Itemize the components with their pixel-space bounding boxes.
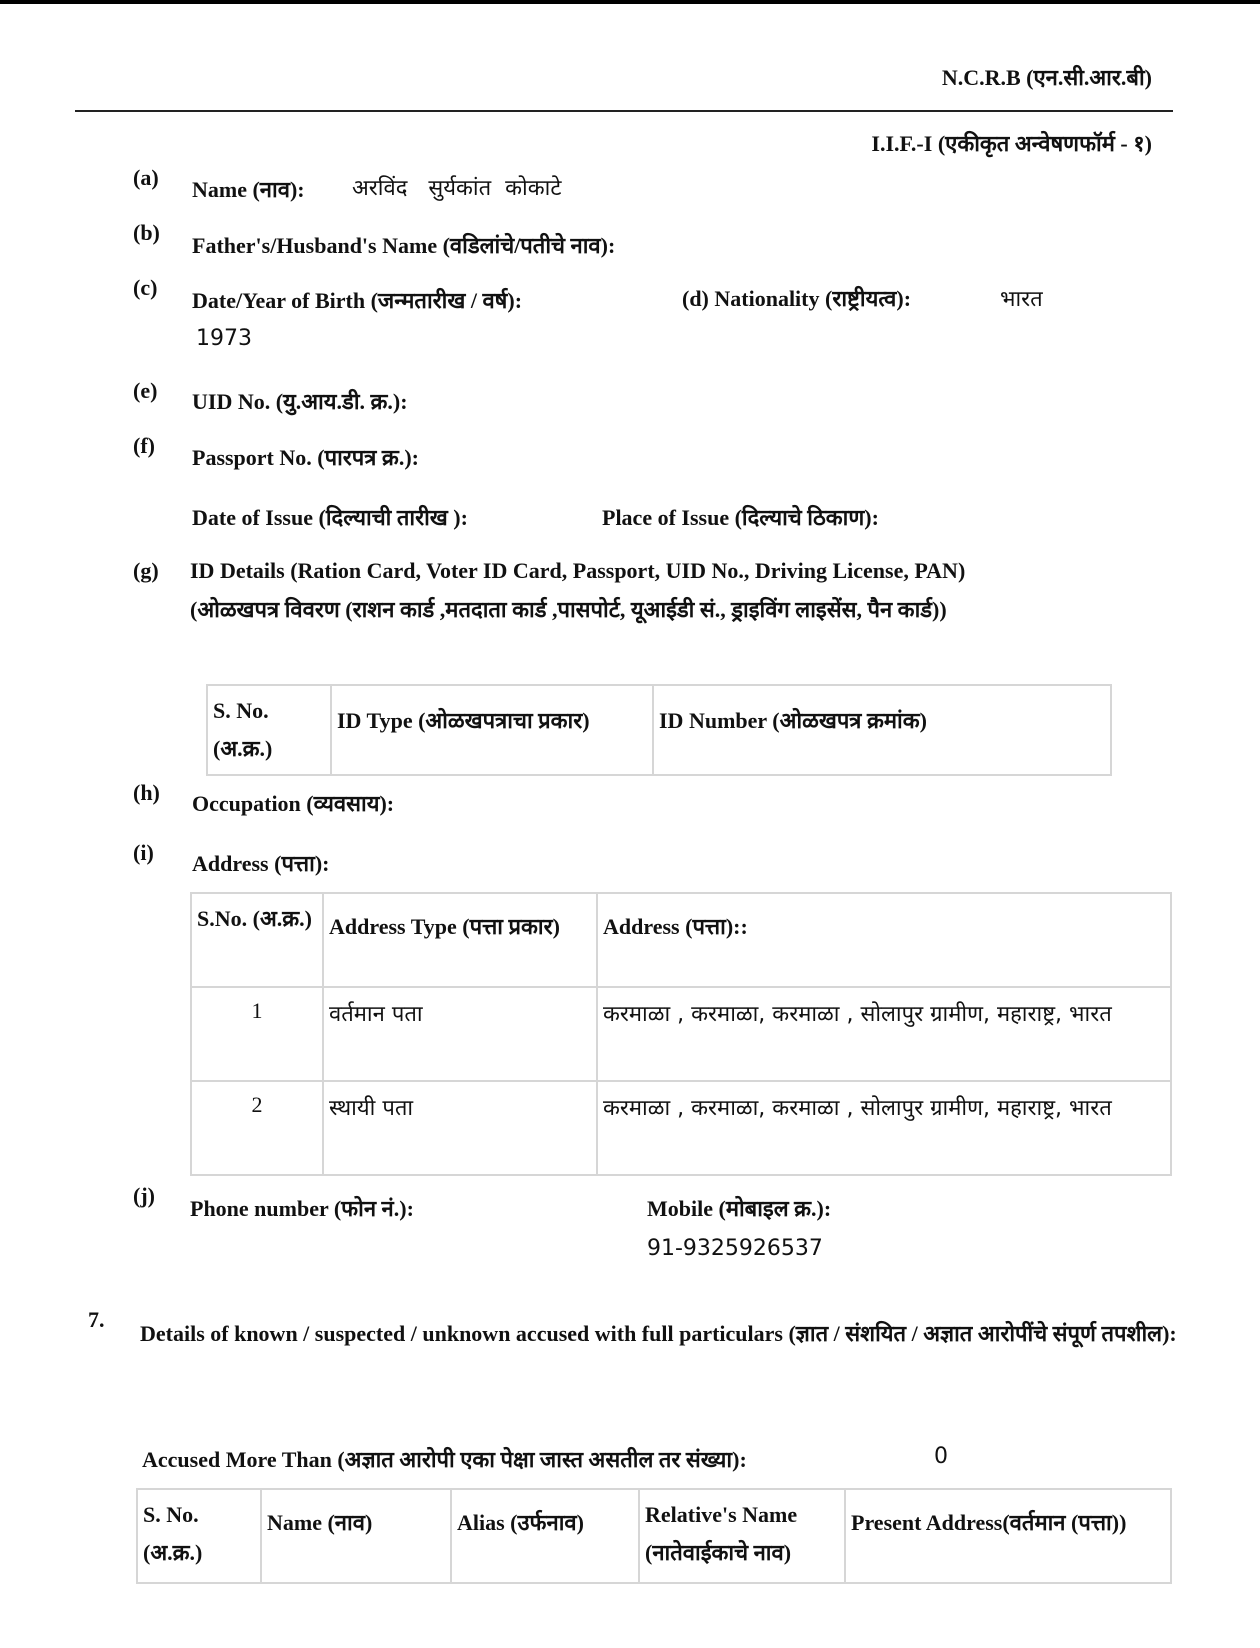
occupation-label: Occupation (व्यवसाय): <box>192 791 395 816</box>
address-row <box>191 987 1171 1081</box>
marker-f: (f) <box>133 433 155 458</box>
marker-b: (b) <box>133 220 160 245</box>
marker-e: (e) <box>133 378 158 403</box>
address-table <box>190 892 1172 1176</box>
marker-i: (i) <box>133 840 154 865</box>
father-name-label: Father's/Husband's Name (वडिलांचे/पतीचे नाव): <box>192 233 616 258</box>
accused-table-header-address: Present Address(वर्तमान (पत्ता)) <box>845 1489 1171 1583</box>
accused-more-label: Accused More Than (अज्ञात आरोपी एका पेक्षा जास्त असतील तर संख्या): <box>142 1447 747 1472</box>
nationality-label: (d) Nationality (राष्ट्रीयत्व): <box>682 286 912 311</box>
address-table-header-type: Address Type (पत्ता प्रकार) <box>323 893 597 987</box>
accused-table-header-sno: S. No. (अ.क्र.) <box>137 1489 261 1583</box>
accused-table-header-name: Name (नाव) <box>261 1489 451 1583</box>
address-table-header-address: Address (पत्ता):: <box>597 893 1171 987</box>
accused-table-header-relative: Relative's Name (नातेवाईकाचे नाव) <box>639 1489 845 1583</box>
passport-label: Passport No. (पारपत्र क्र.): <box>192 445 419 470</box>
uid-label: UID No. (यु.आय.डी. क्र.): <box>192 389 408 414</box>
place-of-issue-label: Place of Issue (दिल्याचे ठिकाण): <box>602 505 879 530</box>
address-row-sno: 1 <box>191 987 323 1081</box>
address-row-type: स्थायी पता <box>323 1081 597 1175</box>
accused-more-value: 0 <box>934 1444 948 1469</box>
id-details-label-local: (ओळखपत्र विवरण (राशन कार्ड ,मतदाता कार्ड ,पासपोर्ट, यूआईडी सं., ड्राइविंग लाइसेंस, पैन कार्ड)) <box>190 597 947 622</box>
id-table-header-number: ID Number (ओळखपत्र क्रमांक) <box>653 685 1111 775</box>
dob-label: Date/Year of Birth (जन्मतारीख / वर्ष): <box>192 288 523 313</box>
phone-label: Phone number (फोन नं.): <box>190 1196 414 1221</box>
name-label: Name (नाव): <box>192 177 305 202</box>
date-of-issue-label: Date of Issue (दिल्याची तारीख ): <box>192 505 468 530</box>
header-divider <box>75 110 1173 112</box>
marker-j: (j) <box>133 1183 155 1208</box>
mobile-label: Mobile (मोबाइल क्र.): <box>647 1196 832 1221</box>
id-details-label: ID Details (Ration Card, Voter ID Card, Passport, UID No., Driving License, PAN) <box>190 558 966 583</box>
address-label: Address (पत्ता): <box>192 851 330 876</box>
form-title: I.I.F.-I (एकीकृत अन्वेषणफॉर्म - १) <box>871 131 1152 156</box>
section7-title: Details of known / suspected / unknown accused with full particulars (ज्ञात / संशयित / अज्ञात आरोपींचे संपूर्ण तपशील): <box>140 1321 1177 1346</box>
mobile-value: 91-9325926537 <box>647 1236 823 1261</box>
accused-table-header-alias: Alias (उर्फनाव) <box>451 1489 639 1583</box>
address-row-type: वर्तमान पता <box>323 987 597 1081</box>
marker-g: (g) <box>133 558 159 583</box>
address-row-address: करमाळा , करमाळा, करमाळा , सोलापुर ग्रामीण, महाराष्ट्र, भारत <box>597 1081 1171 1175</box>
address-row-address: करमाळा , करमाळा, करमाळा , सोलापुर ग्रामीण, महाराष्ट्र, भारत <box>597 987 1171 1081</box>
address-table-header-sno: S.No. (अ.क्र.) <box>191 893 323 987</box>
id-details-table <box>206 684 1112 776</box>
org-header: N.C.R.B (एन.सी.आर.बी) <box>941 65 1152 90</box>
nationality-value: भारत <box>1000 287 1043 312</box>
dob-value: 1973 <box>196 326 252 351</box>
id-table-header-sno: S. No. (अ.क्र.) <box>207 685 331 775</box>
id-table-header-type: ID Type (ओळखपत्राचा प्रकार) <box>331 685 653 775</box>
name-value: अरविंद सुर्यकांत कोकाटे <box>352 176 562 201</box>
marker-a: (a) <box>133 165 159 190</box>
section7-number: 7. <box>88 1307 105 1332</box>
marker-h: (h) <box>133 780 160 805</box>
address-row-sno: 2 <box>191 1081 323 1175</box>
marker-c: (c) <box>133 275 158 300</box>
address-row <box>191 1081 1171 1175</box>
accused-table <box>136 1488 1172 1584</box>
top-border <box>0 0 1260 4</box>
